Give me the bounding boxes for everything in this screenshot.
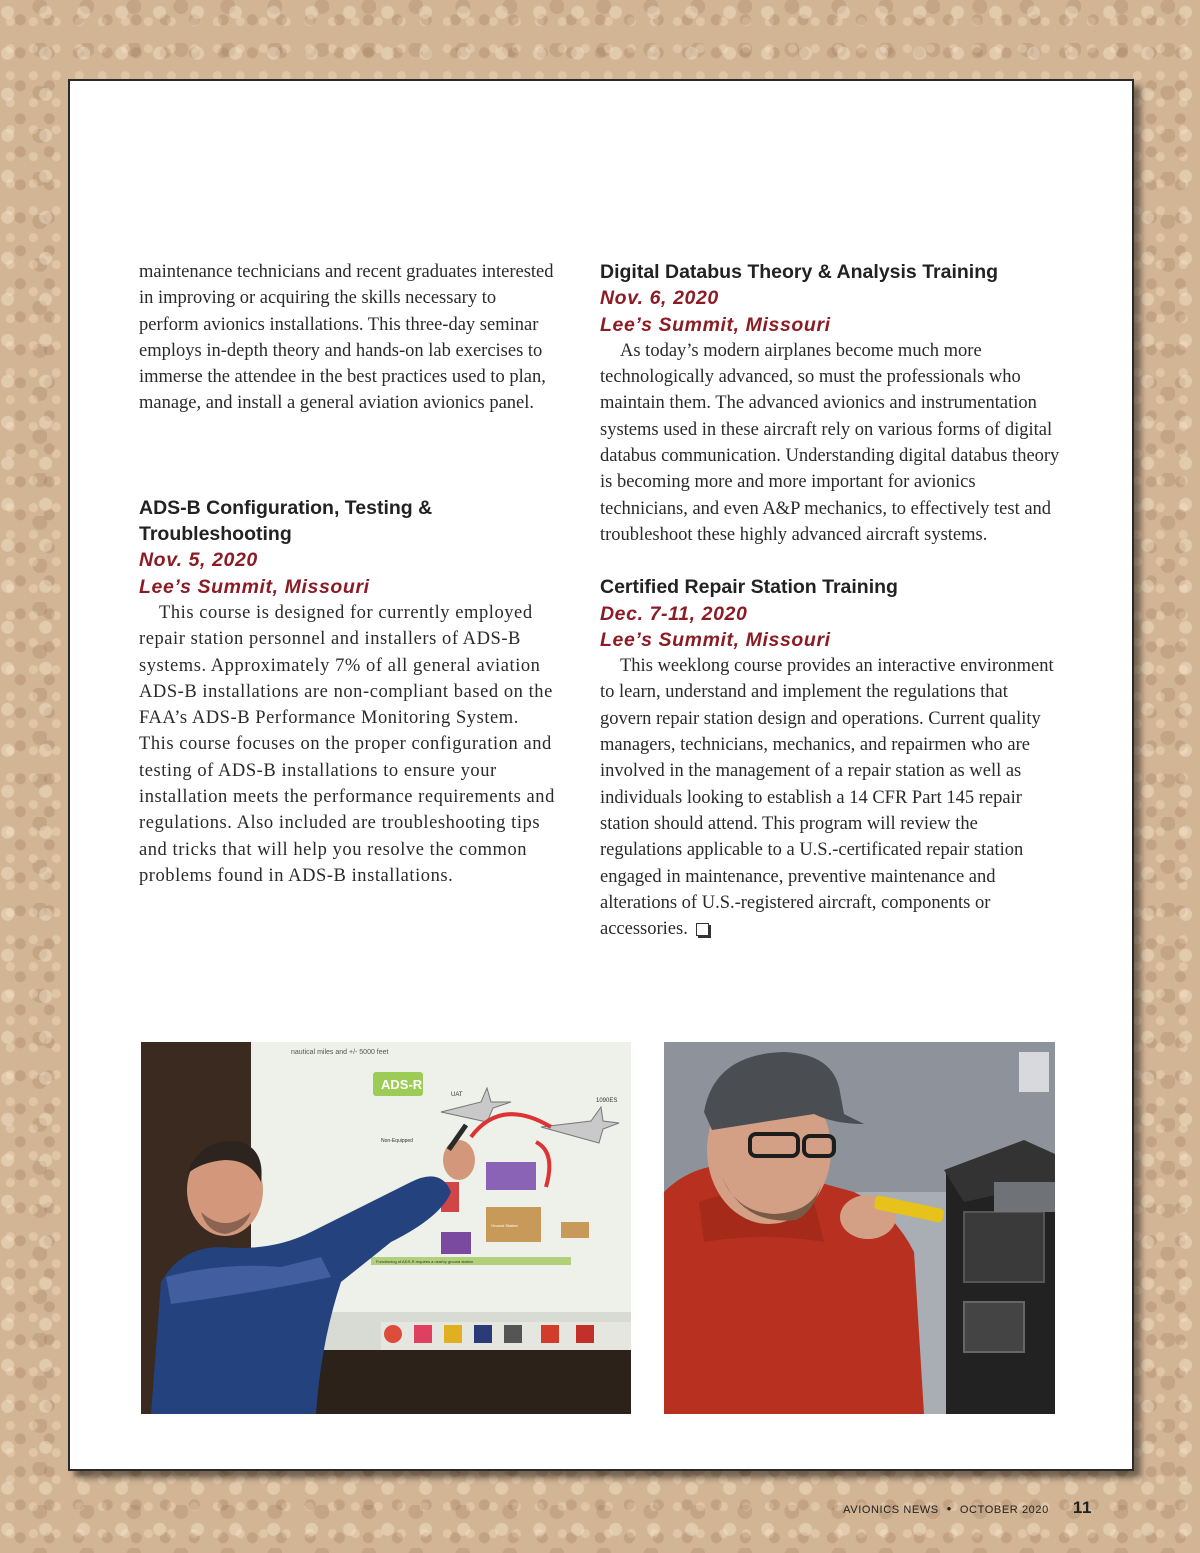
es-label: 1090ES (596, 1098, 618, 1104)
page-footer (843, 1498, 1092, 1518)
course-title-adsb (139, 495, 557, 548)
footer-separator: • (946, 1501, 952, 1516)
right-column (600, 259, 1060, 942)
slide-caption: nautical miles and +/- 5000 feet (291, 1049, 389, 1056)
ground-station-label: Ground Station (491, 1223, 518, 1228)
uat-label: UAT (451, 1092, 463, 1098)
course-location: Lee’s Summit, Missouri (600, 313, 831, 336)
course-date: Nov. 5, 2020 (139, 549, 258, 572)
publication-name: AVIONICS NEWS (843, 1504, 939, 1516)
slide-title: ADS-R (381, 1077, 423, 1092)
course-date: Nov. 6, 2020 (600, 287, 719, 310)
left-column (139, 259, 557, 889)
intro-paragraph: maintenance technicians and recent graduates interested in improving or acquiring the skills necessary to perform avionics installations. This three-day seminar employs in-depth theory and hands-on lab exercises to immerse the attendee in the best practices used to plan, manage, and install a general aviation avionics panel. (139, 262, 554, 414)
issue-date: OCTOBER 2020 (959, 1504, 1049, 1516)
page-number: 11 (1072, 1498, 1092, 1517)
course-location: Lee’s Summit, Missouri (139, 575, 370, 598)
course-description: This weeklong course provides an interactive environment to learn, understand and implement the regulations that govern repair station design and operations. Current quality managers, technicians, mechanics, and repairmen who are involved in the management of a repair station as well as individuals looking to establish a 14 CFR Part 145 repair station should attend. This program will review the regulations applicable to a U.S.-certificated repair station engaged in maintenance, preventive maintenance and alterations of U.S.-registered aircraft, components or accessories. (600, 656, 1054, 940)
course-title-databus: Digital Databus Theory & Analysis Training (600, 261, 999, 283)
course-title-line-1: ADS-B Configuration, Testing & (139, 496, 433, 519)
course-date: Dec. 7-11, 2020 (600, 602, 748, 625)
course-location: Lee’s Summit, Missouri (600, 628, 831, 651)
course-title-line-2: Troubleshooting (139, 523, 292, 546)
non-equipped-label: Non-Equipped (381, 1138, 413, 1144)
course-description-with-end (600, 653, 1060, 942)
photo-technician-working (664, 1042, 1055, 1414)
course-description: This course is designed for currently employed repair station personnel and installers of ADS-B systems. Approximately 7% of all general aviation ADS-B installations are non-compliant based on the FAA’s ADS-B Performance Monitoring System. This course focuses on the proper configuration and testing of ADS-B installations to ensure your installation meets the performance requirements and regulations. Also included are troubleshooting tips and tricks that will help you resolve the common problems found in ADS-B installations. (139, 602, 555, 886)
slide-footnote: Functioning of ADS-R requires a nearby ground station (376, 1259, 474, 1264)
end-of-article-icon (696, 923, 709, 936)
course-description: As today’s modern airplanes become much more technologically advanced, so must the professionals who maintain them. The advanced avionics and instrumentation systems used in these aircraft rely on various forms of digital databus communication. Understanding digital databus theory is becoming more and more important for avionics technicians, and even A&P mechanics, to effectively test and troubleshoot these highly advanced aircraft systems. (600, 340, 1060, 545)
course-title-repair-station: Certified Repair Station Training (600, 576, 898, 599)
photo-instructor-presenting (141, 1042, 631, 1414)
